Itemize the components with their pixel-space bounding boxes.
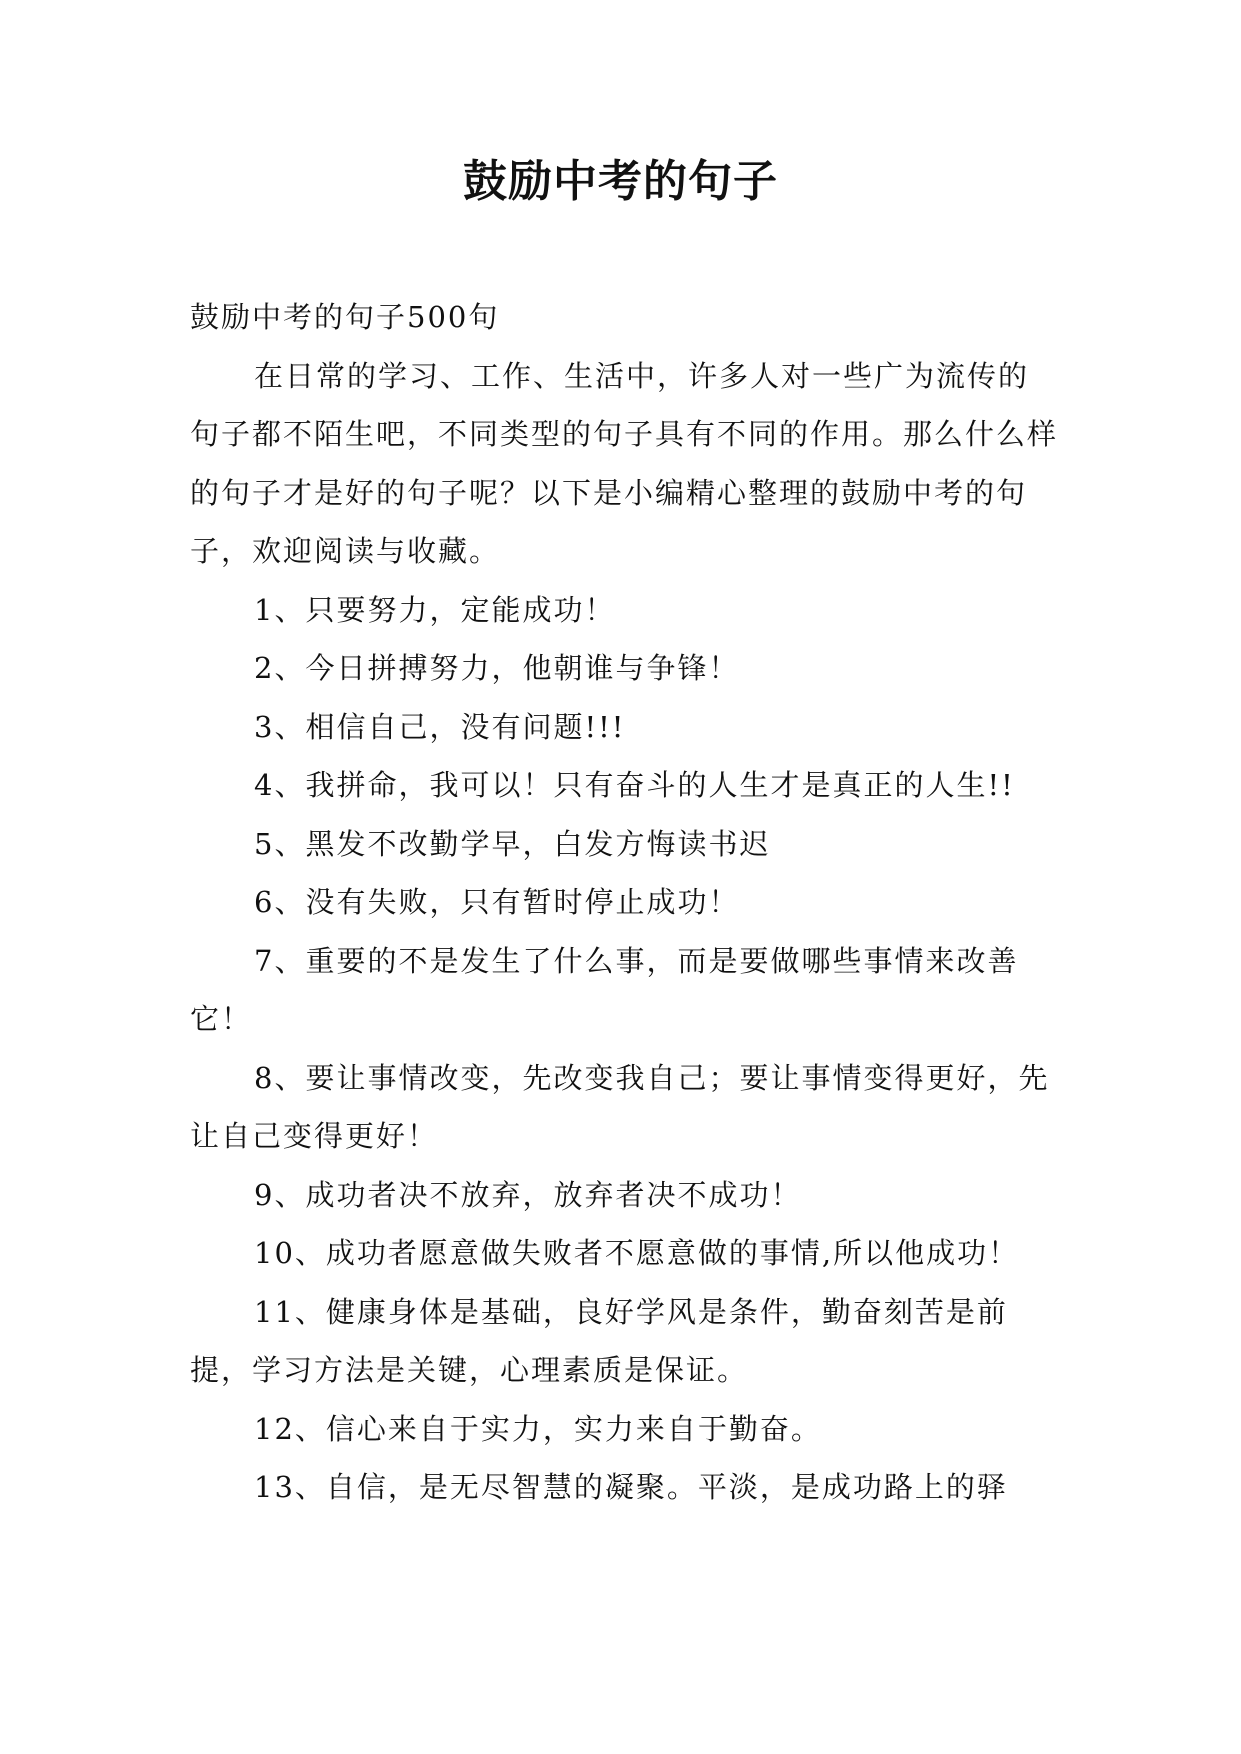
list-item: 12、信心来自于实力，实力来自于勤奋。 xyxy=(254,1411,822,1446)
intro-paragraph: 在日常的学习、工作、生活中，许多人对一些广为流传的句子都不陌生吧，不同类型的句子具有不同的作用。那么什么样的句子才是好的句子呢？以下是小编精心整理的鼓励中考的句子，欢迎阅读与收藏。 xyxy=(190,358,1059,568)
list-item: 3、相信自己，没有问题!!! xyxy=(254,709,626,744)
document-subtitle: 鼓励中考的句子500句 xyxy=(190,300,500,334)
list-item: 7、重要的不是发生了什么事，而是要做哪些事情来改善它！ xyxy=(190,943,1019,1036)
list-item: 2、今日拼搏努力，他朝谁与争锋！ xyxy=(254,651,740,685)
list-item: 8、要让事情改变，先改变我自己；要让事情变得更好，先让自己变得更好！ xyxy=(190,1060,1050,1153)
document-body xyxy=(190,288,1058,1517)
list-item: 9、成功者决不放弃，放弃者决不成功！ xyxy=(254,1177,802,1212)
list-item: 6、没有失败，只有暂时停止成功！ xyxy=(254,885,740,919)
list-item: 10、成功者愿意做失败者不愿意做的事情,所以他成功！ xyxy=(254,1236,1020,1270)
list-item: 1、只要努力，定能成功！ xyxy=(254,592,616,627)
document-title: 鼓励中考的句子 xyxy=(463,156,778,207)
list-item: 11、健康身体是基础，良好学风是条件，勤奋刻苦是前提，学习方法是关键，心理素质是保证。 xyxy=(190,1294,1008,1387)
list-item: 4、我拼命，我可以！只有奋斗的人生才是真正的人生!! xyxy=(254,768,1015,802)
list-item: 5、黑发不改勤学早，白发方悔读书迟 xyxy=(254,826,771,861)
list-item: 13、自信，是无尽智慧的凝聚。平淡，是成功路上的驿 xyxy=(254,1470,1008,1504)
